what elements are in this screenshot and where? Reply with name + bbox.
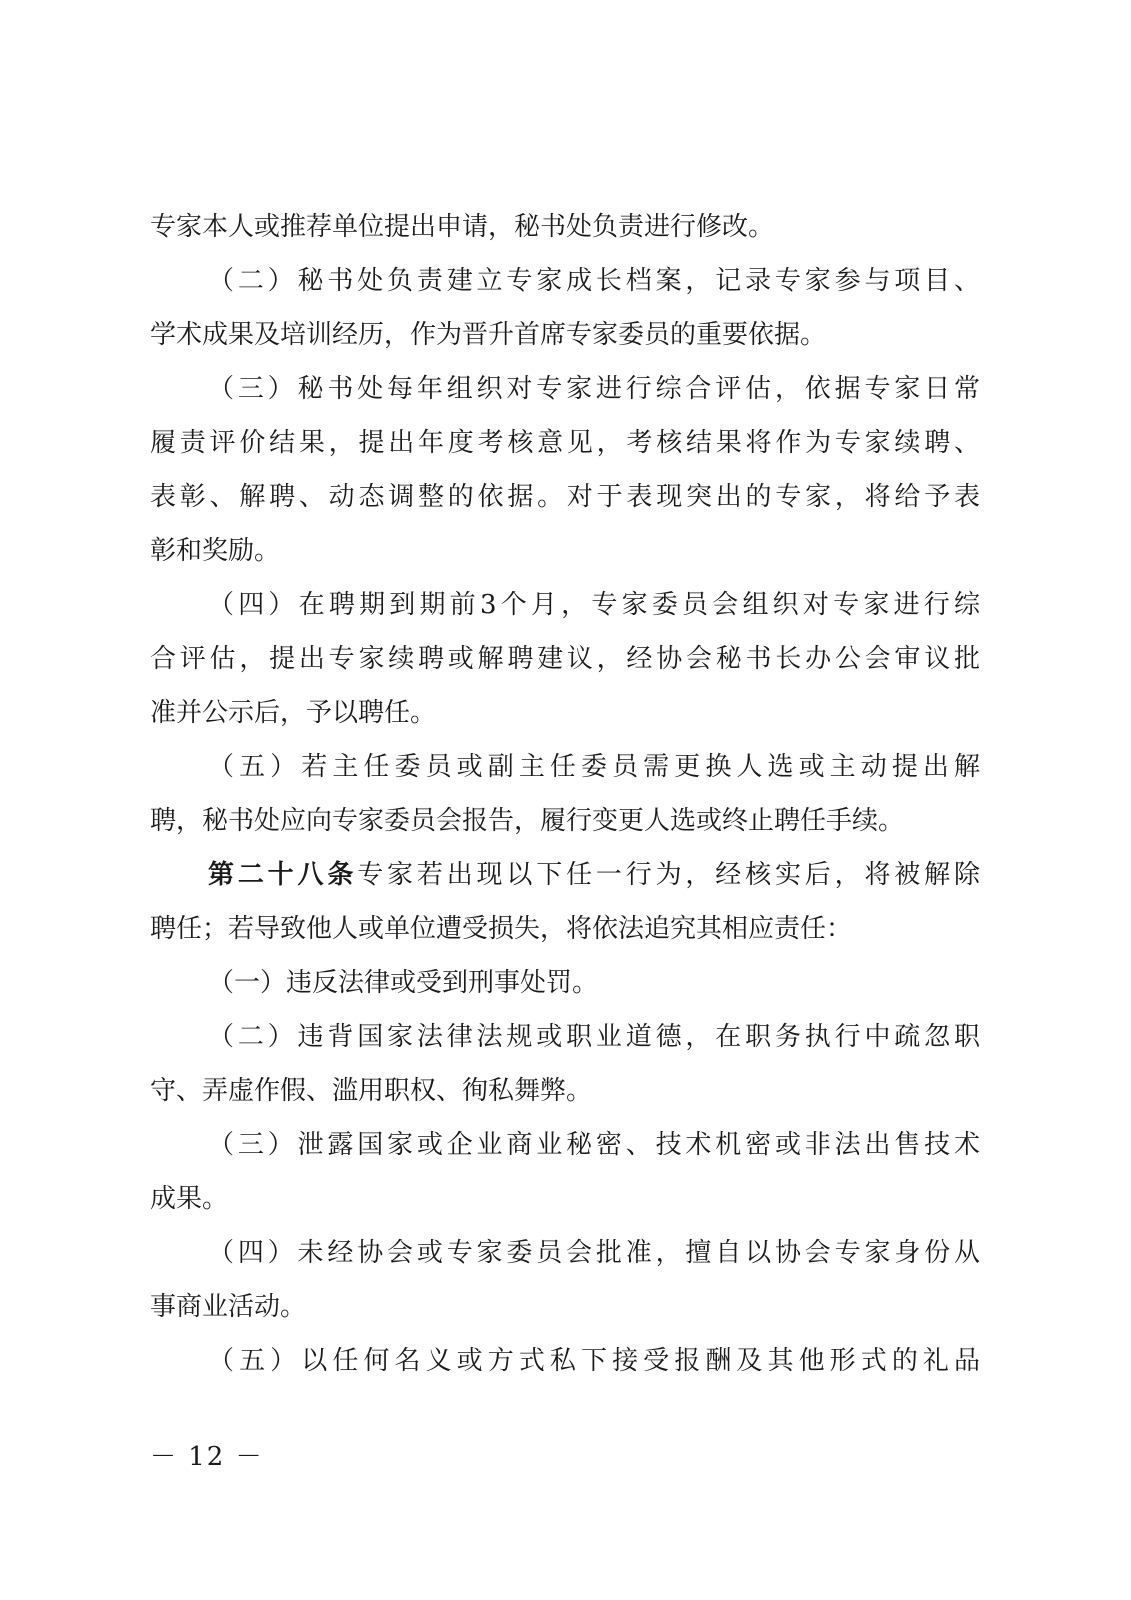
text-line: 准并公示后，予以聘任。 xyxy=(150,698,437,728)
text-line: （一）违反法律或受到刑事处罚。 xyxy=(208,968,599,998)
text-line: 聘，秘书处应向专家委员会报告，履行变更人选或终止聘任手续。 xyxy=(150,806,905,836)
text-line: 学术成果及培训经历，作为晋升首席专家委员的重要依据。 xyxy=(150,320,827,350)
text-line: 履责评价结果，提出年度考核意见，考核结果将作为专家续聘、 xyxy=(150,428,980,458)
page-number: － 12 － xyxy=(150,1442,264,1472)
text-line: （四）在聘期到期前3个月，专家委员会组织对专家进行综 xyxy=(208,590,980,620)
text-line: 事商业活动。 xyxy=(150,1292,307,1322)
text-line: 合评估，提出专家续聘或解聘建议，经协会秘书长办公会审议批 xyxy=(150,644,980,674)
text-line: （五）若主任委员或副主任委员需更换人选或主动提出解 xyxy=(208,752,980,782)
article-title: 第二十八条 xyxy=(208,860,358,890)
text-line: 成果。 xyxy=(150,1184,229,1214)
text-line: 彰和奖励。 xyxy=(150,536,281,566)
article-line xyxy=(208,848,980,902)
text-line: 聘任；若导致他人或单位遭受损失，将依法追究其相应责任： xyxy=(150,914,853,944)
text-line: 表彰、解聘、动态调整的依据。对于表现突出的专家，将给予表 xyxy=(150,482,980,512)
text-line: （五）以任何名义或方式私下接受报酬及其他形式的礼品 xyxy=(208,1346,980,1376)
text-line: （三）秘书处每年组织对专家进行综合评估，依据专家日常 xyxy=(208,374,980,404)
text-line: （二）违背国家法律法规或职业道德，在职务执行中疏忽职 xyxy=(208,1022,980,1052)
text-line: （四）未经协会或专家委员会批准，擅自以协会专家身份从 xyxy=(208,1238,980,1268)
text-line: （二）秘书处负责建立专家成长档案，记录专家参与项目、 xyxy=(208,266,980,296)
text-line: 专家本人或推荐单位提出申请，秘书处负责进行修改。 xyxy=(150,212,775,242)
text-line: （三）泄露国家或企业商业秘密、技术机密或非法出售技术 xyxy=(208,1130,980,1160)
article-text: 专家若出现以下任一行为，经核实后，将被解除 xyxy=(357,860,980,890)
text-line: 守、弄虚作假、滥用职权、徇私舞弊。 xyxy=(150,1076,593,1106)
